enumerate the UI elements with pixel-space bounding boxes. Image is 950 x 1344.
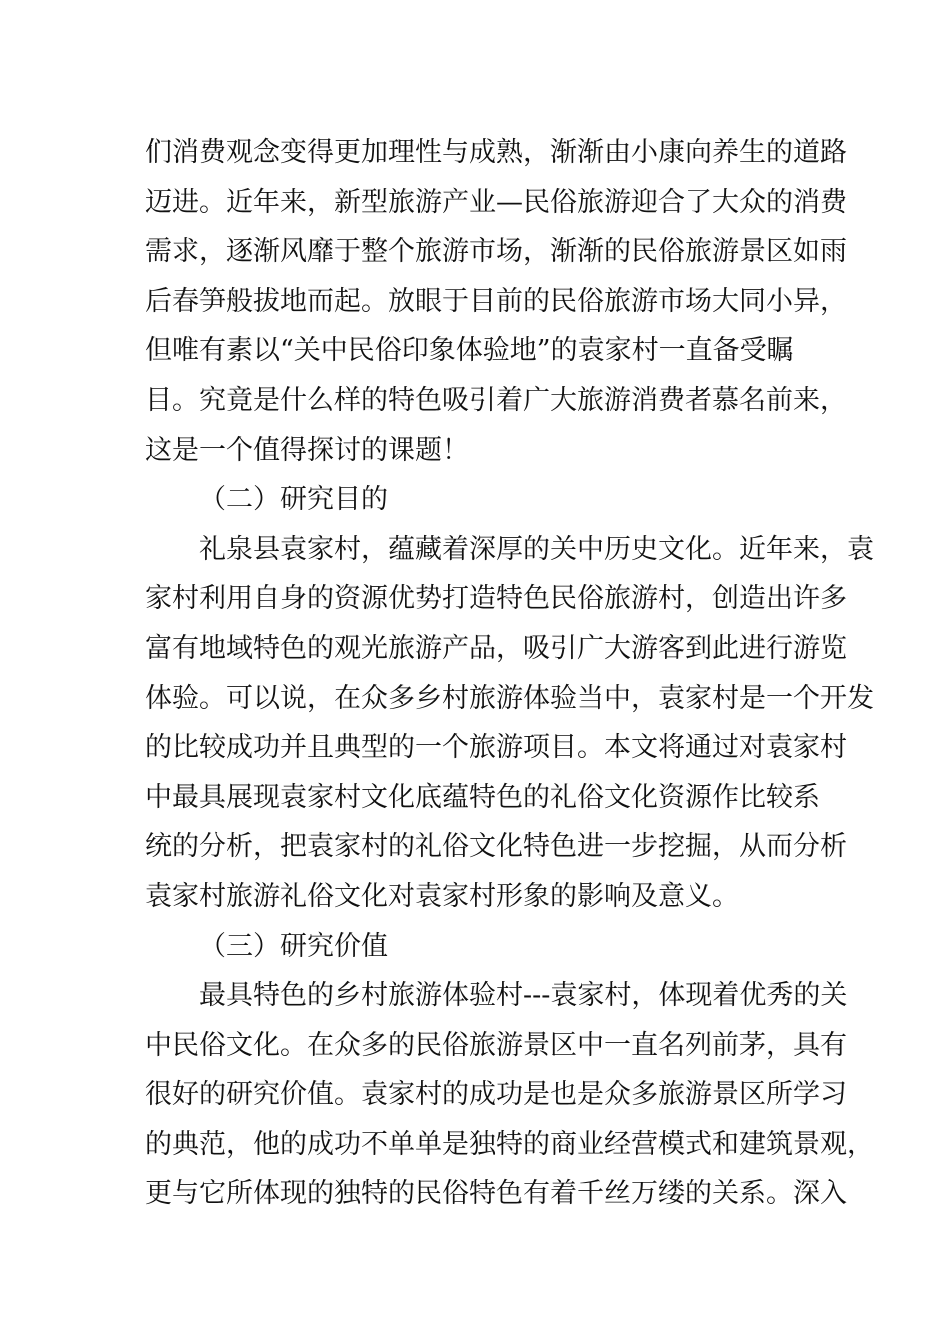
text-line: 后春笋般拔地而起。放眼于目前的民俗旅游市场大同小异， xyxy=(145,285,847,317)
text-line: 礼泉县袁家村，蕴藏着深厚的关中历史文化。近年来，袁 xyxy=(199,533,874,565)
text-line: （二）研究目的 xyxy=(199,484,388,516)
text-line: 最具特色的乡村旅游体验村---袁家村，体现着优秀的关 xyxy=(199,980,848,1012)
text-line: 富有地域特色的观光旅游产品，吸引广大游客到此进行游览 xyxy=(145,632,847,664)
text-line: 体验。可以说，在众多乡村旅游体验当中，袁家村是一个开发 xyxy=(145,682,874,714)
text-line: 中最具展现袁家村文化底蕴特色的礼俗文化资源作比较系 xyxy=(145,781,820,813)
text-line: 袁家村旅游礼俗文化对袁家村形象的影响及意义。 xyxy=(145,880,739,912)
text-line: 但唯有素以“关中民俗印象体验地”的袁家村一直备受瞩 xyxy=(145,335,794,367)
text-line: （三）研究价值 xyxy=(199,930,388,962)
body-text xyxy=(145,128,874,1219)
text-line: 目。究竟是什么样的特色吸引着广大旅游消费者慕名前来， xyxy=(145,384,847,416)
text-line: 中民俗文化。在众多的民俗旅游景区中一直名列前茅，具有 xyxy=(145,1029,847,1061)
text-line: 的典范，他的成功不单单是独特的商业经营模式和建筑景观， xyxy=(145,1128,874,1160)
text-line: 统的分析，把袁家村的礼俗文化特色进一步挖掘，从而分析 xyxy=(145,831,847,863)
text-line: 的比较成功并且典型的一个旅游项目。本文将通过对袁家村 xyxy=(145,732,847,764)
text-line: 们消费观念变得更加理性与成熟，渐渐由小康向养生的道路 xyxy=(145,137,847,168)
text-line: 更与它所体现的独特的民俗特色有着千丝万缕的关系。深入 xyxy=(145,1178,847,1210)
text-line: 很好的研究价值。袁家村的成功是也是众多旅游景区所学习 xyxy=(145,1079,847,1111)
text-line: 需求，逐渐风靡于整个旅游市场，渐渐的民俗旅游景区如雨 xyxy=(145,236,847,268)
text-line: 迈进。近年来，新型旅游产业—民俗旅游迎合了大众的消费 xyxy=(145,186,847,218)
text-line: 家村利用自身的资源优势打造特色民俗旅游村，创造出许多 xyxy=(145,583,847,615)
text-line: 这是一个值得探讨的课题！ xyxy=(145,434,469,466)
